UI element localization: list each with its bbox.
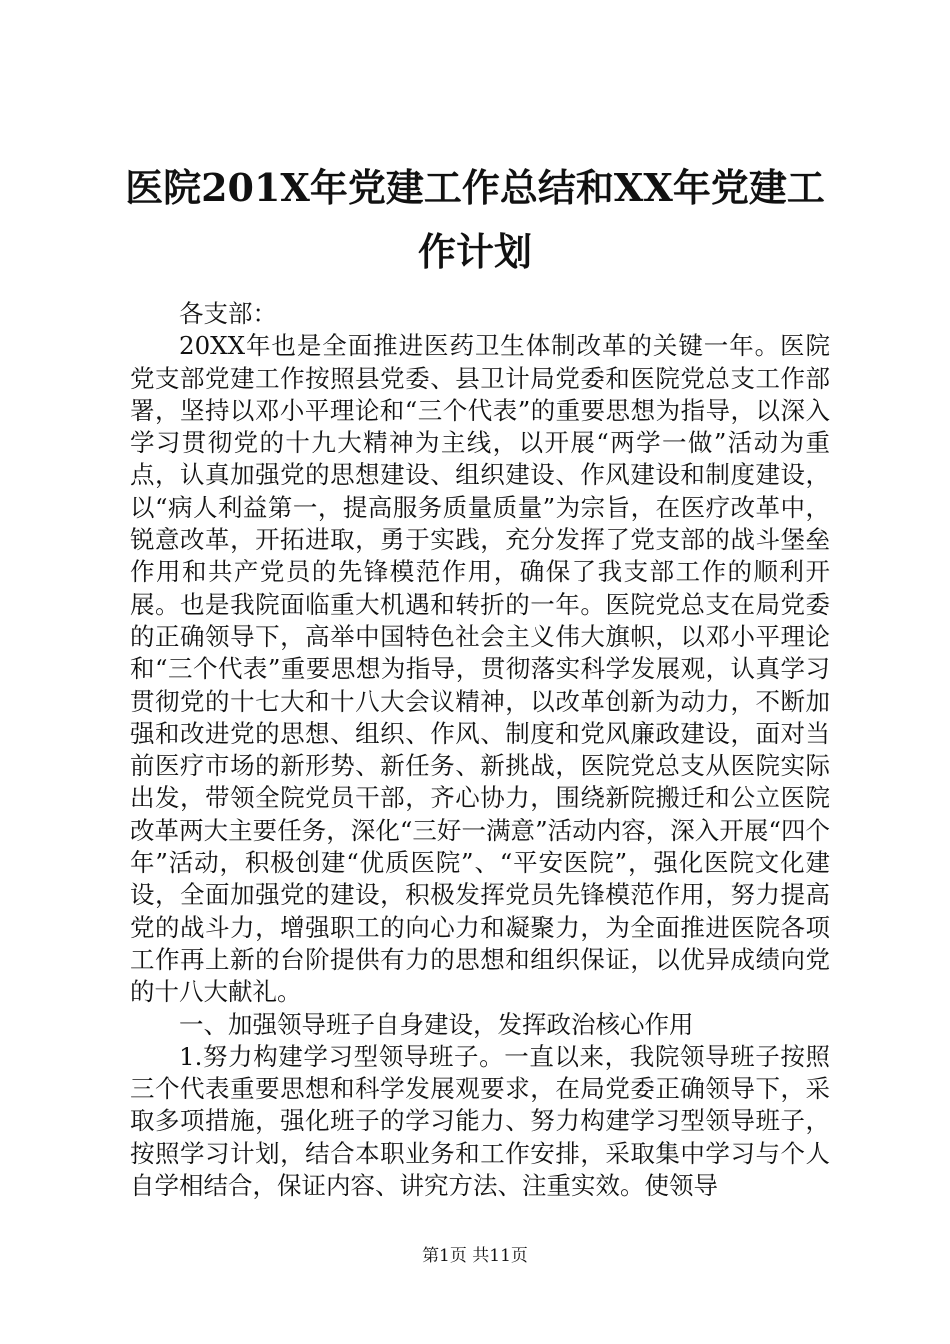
section-heading-1: 一、加强领导班子自身建设，发挥政治核心作用 xyxy=(179,1009,694,1039)
document-title: 医院201X年党建工作总结和XX年党建工作计划 xyxy=(125,165,825,274)
paragraph-1-1: 1.努力构建学习型领导班子。一直以来，我院领导班子按照三个代表重要思想和科学发展观要求，在局党委正确领导下，采取多项措施，强化班子的学习能力、努力构建学习型领导班子，按照学习计划，结合本职业务和工作安排，采取集中学习与个人自学相结合，保证内容、讲究方法、注重实效。使领导 xyxy=(130,1041,830,1201)
page-number-footer: 第1页 共11页 xyxy=(422,1246,528,1266)
salutation: 各支部： xyxy=(179,299,277,328)
paragraph-intro: 20XX年也是全面推进医药卫生体制改革的关键一年。医院党支部党建工作按照县党委、县卫计局党委和医院党总支工作部署，坚持以邓小平理论和“三个代表”的重要思想为指导，以深入学习贯彻党的十九大精神为主线，以开展“两学一做”活动为重点，认真加强党的思想建设、组织建设、作风建设和制度建设，以“病人利益第一，提高服务质量质量”为宗旨，在医疗改革中，锐意改革，开拓进取，勇于实践，充分发挥了党支部的战斗堡垒作用和共产党员的先锋模范作用，确保了我支部工作的顺利开展。也是我院面临重大机遇和转折的一年。医院党总支在局党委的正确领导下，高举中国特色社会主义伟大旗帜，以邓小平理论和“三个代表”重要思想为指导，贯彻落实科学发展观，认真学习贯彻党的十七大和十八大会议精神，以改革创新为动力，不断加强和改进党的思想、组织、作风、制度和党风廉政建设，面对当前医疗市场的新形势、新任务、新挑战，医院党总支从医院实际出发，带领全院党员干部，齐心协力，围绕新院搬迁和公立医院改革两大主要任务，深化“三好一满意”活动内容，深入开展“四个年”活动，积极创建“优质医院”、“平安医院”，强化医院文化建设，全面加强党的建设，积极发挥党员先锋模范作用，努力提高党的战斗力，增强职工的向心力和凝聚力，为全面推进医院各项工作再上新的台阶提供有力的思想和组织保证，以优异成绩向党的十八大献礼。 xyxy=(130,331,830,1007)
document-body xyxy=(130,298,830,1202)
